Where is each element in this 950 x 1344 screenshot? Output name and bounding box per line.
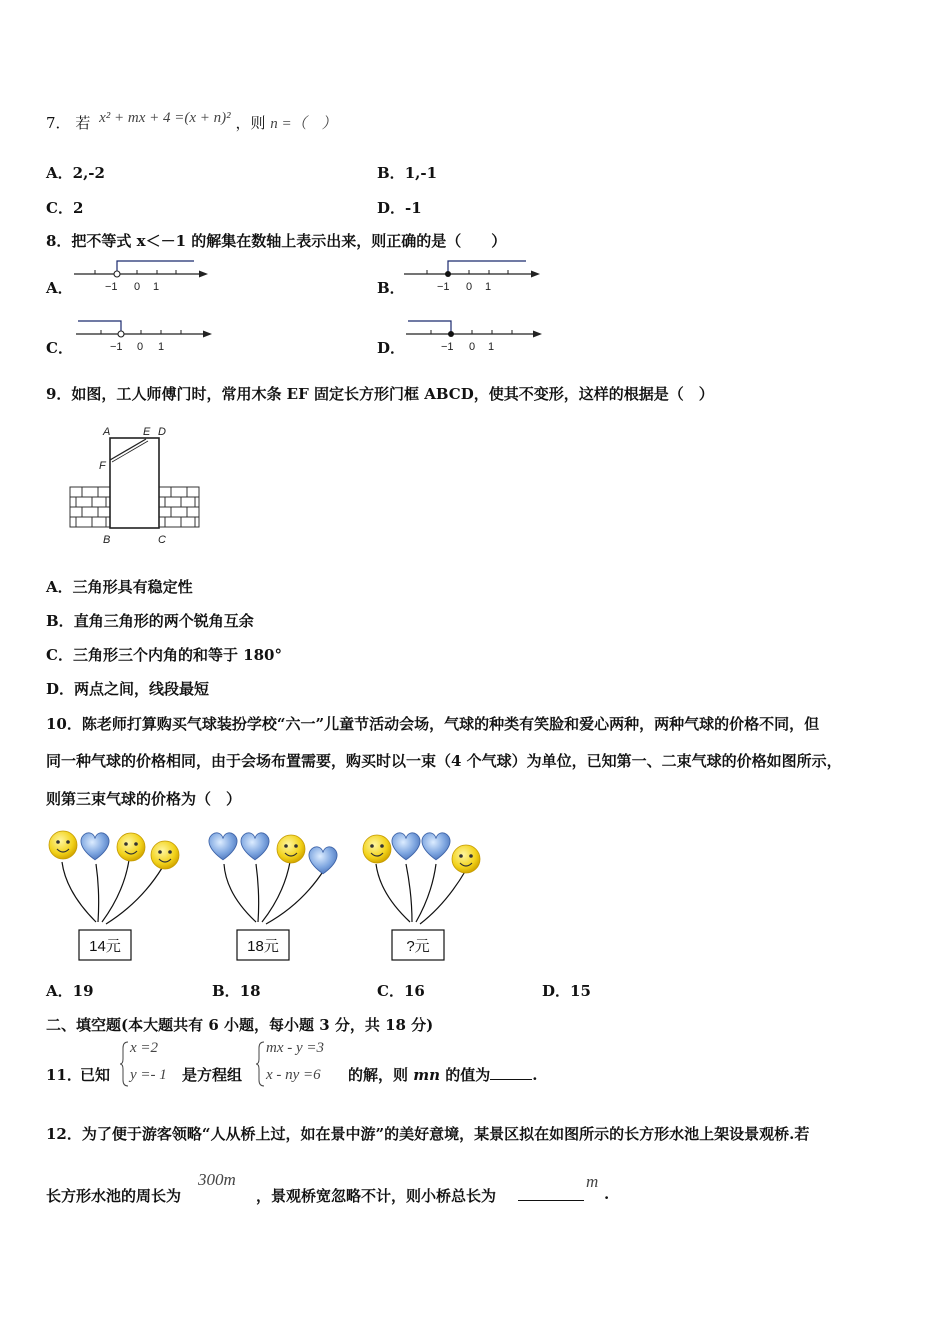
q11-suffix: 的解，则: [348, 1066, 409, 1084]
q7-equation: x² + mx + 4 =(x + n)²: [99, 110, 231, 126]
q11-system2-row2: x - ny =6: [266, 1067, 321, 1083]
q10-option-c[interactable]: C．16: [377, 982, 425, 1000]
tick-label: −1: [110, 341, 123, 353]
q8-stem: 8．把不等式 x＜－1 的解集在数轴上表示出来，则正确的是（ ）: [46, 232, 507, 250]
label-a: A: [103, 426, 111, 438]
label-c: C: [158, 534, 166, 546]
tick-label: −1: [441, 341, 454, 353]
q12-answer-blank[interactable]: [518, 1185, 584, 1201]
q10-option-b[interactable]: B．18: [212, 982, 261, 1000]
section-2-title: 二、填空题(本大题共有 6 小题，每小题 3 分，共 18 分): [46, 1016, 434, 1034]
q8-option-a-label[interactable]: A．: [46, 279, 73, 297]
q8-option-b-label[interactable]: B．: [377, 279, 405, 297]
q12-perimeter: 300m: [198, 1170, 236, 1189]
q8-option-b-numberline[interactable]: [402, 256, 544, 298]
q11-prefix: 已知: [80, 1066, 111, 1084]
q11-answer-blank[interactable]: [490, 1066, 532, 1080]
q8-option-c-label[interactable]: C．: [46, 339, 73, 357]
q8-option-d-label[interactable]: D．: [377, 339, 406, 357]
label-e: E: [143, 426, 151, 438]
q10-option-a[interactable]: A．19: [46, 982, 94, 1000]
bundle-3: [363, 833, 480, 960]
bundle-2: [209, 833, 337, 960]
q12-line2-b: ，景观桥宽忽略不计，则小桥总长为: [256, 1187, 497, 1205]
label-b: B: [103, 534, 111, 546]
tick-label: 0: [134, 281, 141, 293]
q10-stem-line2: 同一种气球的价格相同，由于会场布置需要，购买时以一束（4 个气球）为单位，已知第一、二束气球的价格如图所示，: [46, 752, 842, 770]
q11-brace-2: [256, 1040, 266, 1088]
q9-option-c[interactable]: C．三角形三个内角的和等于 180°: [46, 646, 282, 664]
q7-option-a[interactable]: A．2,-2: [46, 164, 105, 182]
tick-label: 1: [153, 281, 160, 293]
q7-option-b[interactable]: B．1,-1: [377, 164, 438, 182]
q7-stem: [46, 112, 337, 133]
q9-stem: 9．如图，工人师傅门时，常用木条 EF 固定长方形门框 ABCD，使其不变形，这样的根据是（ ）: [46, 385, 714, 403]
q7-option-c[interactable]: C．2: [46, 199, 84, 217]
q8-option-c-numberline[interactable]: [74, 316, 216, 358]
q8-option-a-numberline[interactable]: [72, 256, 212, 298]
q11-end: .: [532, 1066, 538, 1084]
q12-end: .: [604, 1185, 610, 1203]
tick-label: 0: [137, 341, 144, 353]
q10-option-d[interactable]: D．15: [542, 982, 591, 1000]
tick-label: 0: [469, 341, 476, 353]
q10-stem-line3: 则第三束气球的价格为（ ）: [46, 790, 242, 808]
q9-option-b[interactable]: B．直角三角形的两个锐角互余: [46, 612, 254, 630]
tick-label: 1: [485, 281, 492, 293]
tick-label: 1: [488, 341, 495, 353]
q7-suffix: ，则: [235, 114, 266, 132]
label-f: F: [99, 460, 106, 472]
q12-line2-a: 长方形水池的周长为: [46, 1187, 182, 1205]
q12-stem-line2: [46, 1166, 646, 1206]
q7-number: 7．: [46, 114, 71, 132]
tick-label: −1: [437, 281, 450, 293]
bundle-2-price: 18元: [247, 938, 279, 955]
bundle-1: [49, 831, 179, 960]
q11-system1-row1: x =2: [130, 1040, 159, 1056]
bundle-1-price: 14元: [89, 938, 121, 955]
q12-unit: m: [586, 1172, 599, 1191]
q10-balloon-figure: [46, 822, 486, 968]
q11-system1-row2: y =- 1: [130, 1067, 167, 1083]
q11-tail: 的值为: [445, 1066, 491, 1084]
q12-stem-line1: 12．为了便于游客领略“人从桥上过，如在景中游”的美好意境，某景区拟在如图所示的长方形水池上架设景观桥.若: [46, 1125, 810, 1143]
q10-stem-line1: 10．陈老师打算购买气球装扮学校“六一”儿童节活动会场，气球的种类有笑脸和爱心两种，两种气球的价格不同，但: [46, 715, 820, 733]
q7-ask: n =（ ）: [270, 116, 337, 132]
label-d: D: [158, 426, 166, 438]
q9-door-frame-figure: [66, 422, 206, 552]
q11-brace-1: [120, 1040, 130, 1088]
q9-option-d[interactable]: D．两点之间，线段最短: [46, 680, 210, 698]
q7-option-d[interactable]: D．-1: [377, 199, 422, 217]
q8-option-d-numberline[interactable]: [404, 316, 546, 358]
q11-system2-row1: mx - y =3: [266, 1040, 325, 1056]
tick-label: −1: [105, 281, 118, 293]
q7-prefix: 若: [75, 114, 91, 132]
q11-var: mn: [413, 1066, 441, 1084]
q9-option-a[interactable]: A．三角形具有稳定性: [46, 578, 193, 596]
q11-number: 11．: [46, 1066, 82, 1084]
bundle-3-price: ?元: [406, 938, 430, 955]
tick-label: 0: [466, 281, 473, 293]
tick-label: 1: [158, 341, 165, 353]
q11-mid: 是方程组: [182, 1066, 243, 1084]
